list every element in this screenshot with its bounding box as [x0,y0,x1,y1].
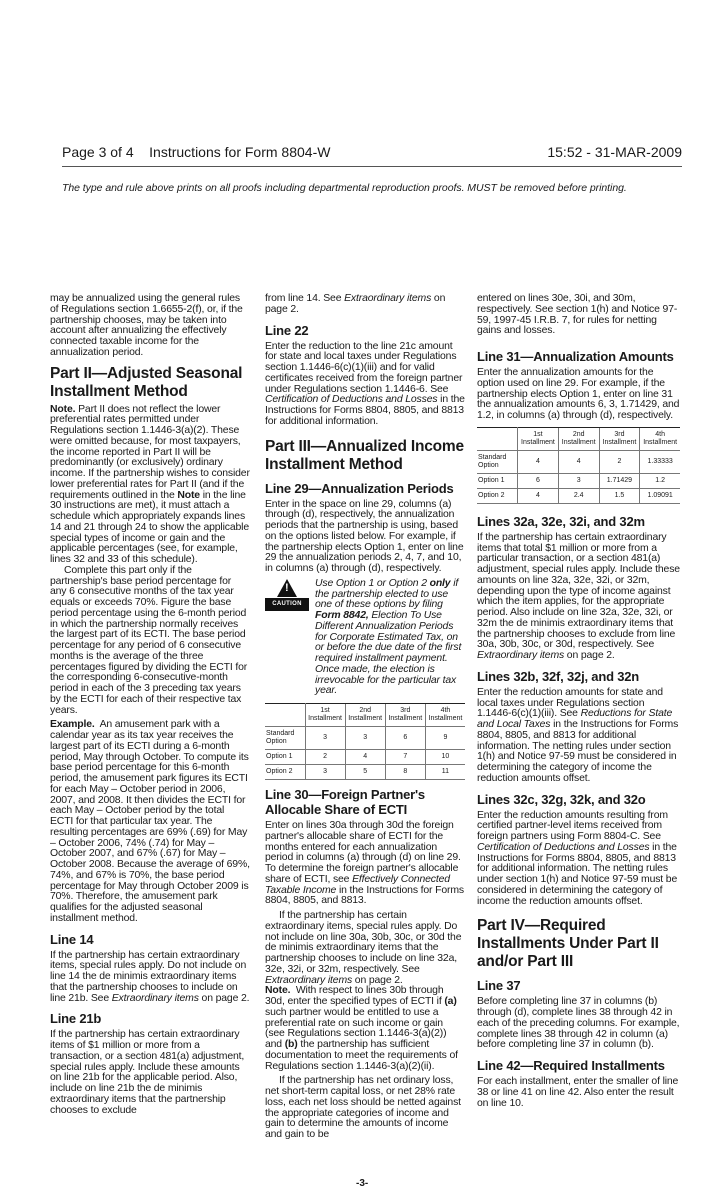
table-row [477,450,680,473]
table-row [265,765,465,780]
heading-line-42: Line 42—Required Installments [477,1058,665,1073]
text: the partnership has sufficient documentation to meet the requirements of Regulations section 1.1446-3(a)(2)(ii). [265,1039,458,1072]
paragraph: Enter in the space on line 29, columns (a) through (d), respectively, the annualization periods that the partnership is using, based on the options listed below. For example, if the partnership elects Option 1, enter on line 29 the annualization periods 2, 4, 7, and 10, in columns (a) through (d), respectively. [265,498,464,574]
text: Enter on lines 30a through 30d the foreign partner's allocable share of ECTI for the months entered for each annualization period in columns (a) through (d) on line 29. To determine the foreign partner's allocable share of ECTI, see [265,820,461,885]
heading-line-31: Line 31—Annualization Amounts [477,349,674,364]
heading-lines-32b: Lines 32b, 32f, 32j, and 32n [477,668,640,684]
table-cell: 3 [558,473,599,488]
heading-line-37: Line 37 [477,978,521,994]
table-row [265,750,465,765]
table-row [477,488,680,503]
paragraph: For each installment, enter the smaller of line 38 or line 41 on line 42. Also enter the result on line 10. [477,1076,679,1109]
example-label: Example. [50,719,95,731]
text: Enter the reduction amounts for state and local taxes under Regulations section 1.1446-6(c)(1)(iii). See [477,686,663,720]
table-header-cell: 1st Installment [518,427,559,450]
paragraph [477,811,680,908]
table-cell: 4 [518,450,559,473]
ref: Extraordinary items [344,293,432,304]
table-header-cell: 2nd Installment [558,427,599,450]
ref: Certification of Deductions and Losses [477,841,650,853]
paragraph-note [50,405,250,566]
table-cell: 1.71429 [599,473,640,488]
text: if the partnership elected to use one of these options by filing [315,577,459,611]
row-label: Standard Option [477,450,518,473]
heading-line-22: Line 22 [265,322,309,338]
table-cell: 1.33333 [640,450,680,473]
text: An amusement park with a calendar year as its tax year receives the largest part of its ECTI during a 6-month period, May through October. To compute its base period percentage for this 6-month period, the amusement park figures its ECTI for each May – October period in 2006, 2007, and 2008. It then divides the ECTI for each May – October period by the total ECTI for that particular tax year. The resulting percentages are 69% (.69) for May – October 2006, 74% (.74) for May – October 2007, and 67% (.67) for May – October 2008. Because the average of 69%, 74%, and 67% is 70%, the base period percentage for May through October 2009 is 70%. Therefore, the amusement park qualifies for the adjusted seasonal installment method. [50,719,253,924]
paragraph [477,688,680,785]
paragraph: entered on lines 30e, 30i, and 30m, respectively. See section 1(h) and Notice 97-59, 1997-45 I.R.B. 7, for rules for netting gains and losses. [477,293,678,337]
ref: Extraordinary items [111,992,199,1004]
paragraph: If the partnership has net ordinary loss, net short-term capital loss, or net 28% rate loss, each net loss should be netted against the appropriate categories of income and gain to determine the amounts of income and gain to be [265,1075,461,1140]
row-label: Option 1 [477,473,518,488]
paragraph [265,821,465,907]
column-1 [50,293,253,1116]
ref: Extraordinary items [477,650,565,661]
text: such partner would be entitled to use a preferential rate on such income or gain (see Regulations section 1.1446-3(a)(2)) and [265,1006,447,1050]
paragraph: If the partnership has certain extraordinary items of $1 million or more from a transaction, or a section 481(a) adjustment, special rules apply. Include these amounts on line 21b for the applicable period. Also, include on line 21b the de minimis extraordinary items that the partnership chooses to exclude [50,1029,245,1116]
note-label: Note. [50,403,76,415]
text: in the line 30 instructions are met), it must attach a schedule which appropriately expands lines 14 and 21 through 24 to show the applicable special types of income or gain and the applicable percentages (see, for example, lines 32 and 33 of this schedule). [50,489,249,565]
table-cell: 7 [385,750,425,765]
table-row [265,727,465,750]
paragraph: Complete this part only if the partnership's base period percentage for any 6 consecutive months of the tax year equals or exceeds 70%. Figure the base period percentage using the 6-month period in which the partnership normally receives the largest part of its ECTI. The base period percentage for any period of 6 consecutive months is the average of the three percentages figured by dividing the ECTI for the corresponding 6-consecutive-month period in each of the 3 preceding tax years by the ECTI for each of their respective tax years. [50,564,248,716]
text: from line 14. See [265,293,345,304]
table-cell: 2 [305,750,345,765]
table-corner [477,427,518,450]
table-cell: 11 [425,765,465,780]
paragraph: may be annualized using the general rules of Regulations section 1.6655-2(f), or, if the partnership chooses, may be taken into account after annualizing the effectively connected taxable income for the annualization period. [50,293,243,358]
row-label: Standard Option [265,727,305,750]
table-header-cell: 1st Installment [305,704,345,727]
paragraph-note [265,986,465,1072]
table-cell: 10 [425,750,465,765]
paragraph [477,533,680,662]
table-cell: 1.5 [599,488,640,503]
heading-line-21b: Line 21b [50,1011,102,1027]
note-label: Note. [265,985,291,997]
table-header-cell: 3rd Installment [385,704,425,727]
table-corner [265,704,305,727]
ref: Certification of Deductions and Losses [265,394,438,406]
annualization-amounts-table [477,427,680,504]
table-cell: 1.09091 [640,488,680,503]
table-header-cell: 3rd Installment [599,427,640,450]
row-label: Option 1 [265,750,305,765]
paragraph [265,294,465,316]
note-ref: Note [177,489,200,501]
heading-lines-32c: Lines 32c, 32g, 32k, and 32o [477,791,646,807]
paragraph: Before completing line 37 in columns (b) through (d), complete lines 38 through 42 in each of the preceding columns. For example, complete lines 38 through 42 in column (a) before completing line 37 in column (b). [477,996,680,1051]
text: only [429,577,451,589]
section-heading-part-iv: Part IV—Required Installments Under Part II and/or Part III [477,917,659,971]
page-header [62,142,682,167]
text: on page 2. [198,992,250,1004]
text: in the Instructions for Forms 8804, 8805, and 8813 for additional information. The netting rules under section 1(h) and Notice 97-59 must be considered in determining the category of income the reduction amounts offset. [477,841,678,907]
row-label: Option 2 [265,765,305,780]
heading-line-29: Line 29—Annualization Periods [265,480,454,496]
table-cell: 1.2 [640,473,680,488]
table-cell: 4 [518,488,559,503]
text: Enter the reduction amounts resulting from certified partner-level items received from foreign partners using Form 8804-C. See [477,809,668,842]
text: If the partnership has certain extraordinary items, special rules apply. Do not include on line 30a, 30b, 30c, or 30d the de minimis extraordinary items that the partnership chooses to include on line 32a, 32e, 32i, or 32m, respectively. See [265,910,462,975]
heading-line-14: Line 14 [50,931,94,947]
text: (b) [284,1039,298,1050]
text: in the Instructions for Forms 8804, 8805, and 8813 for additional information. The netting rules under section 1(h) and Notice 97-59 must be considered in determining the category of income the reduction amounts offset. [477,719,679,784]
text: on page 2. [352,974,403,986]
table-cell: 6 [385,727,425,750]
table-header-row [477,427,680,450]
table-cell: 2 [599,450,640,473]
paragraph [265,342,465,428]
text: (a) [444,996,457,1007]
ref: Extraordinary items [265,974,353,986]
text: Part II does not reflect the lower preferential rates permitted under Regulations section 1.1446-3(a)(2). These were omitted because, for most taxpayers, the income reported in Part II will be predominantly (or exclusively) ordinary income. If the partnership wishes to consider lower preferential rates for Part II (and if the requirements outlined in the [50,403,250,501]
table-cell: 2.4 [558,488,599,503]
column-3 [477,294,680,1109]
section-heading-part-ii: Part II—Adjusted Seasonal Installment Method [50,364,243,400]
table-header-cell: 4th Installment [425,704,465,727]
table-header-cell: 2nd Installment [345,704,385,727]
caution-label: CAUTION [265,598,309,611]
table-cell: 9 [425,727,465,750]
table-cell: 3 [345,727,385,750]
table-header-cell: 4th Installment [640,427,680,450]
table-cell: 5 [345,765,385,780]
text: If the partnership has certain extraordinary items that total $1 million or more from a particular transaction, or a section 481(a) adjustment, special rules apply. Include these amounts on line 32a, 32e, 32i, or 32m, depending upon the type of income against which the item applies, for the appropriate period. Also include on line 32a, 32e, 32i, or 32m the de minimis extraordinary items that the partnership chooses to exclude from line 30a, 30b, 30c, or 30d, respectively. See [477,531,680,651]
ref: Effectively Connected Taxable Income [265,873,450,896]
caution-icon: ! CAUTION [265,579,309,611]
table-cell: 6 [518,473,559,488]
row-label: Option 2 [477,488,518,503]
table-cell: 4 [558,450,599,473]
paragraph: Enter the annualization amounts for the option used on line 29. For example, if the partnership elects Option 1, enter on line 31 the annualization amounts 6, 3, 1.71429, and 1.2, in columns (a) through (d), respectively. [477,367,680,421]
table-cell: 3 [305,727,345,750]
header-timestamp: 15:52 - 31-MAR-2009 [547,144,682,160]
annualization-periods-table [265,703,465,780]
text: If the partnership has certain extraordinary items, special rules apply. Do not include on line 14 the de minimis extraordinary items that the partnership chooses to include on line 21b. See [50,949,247,1004]
text: on page 2. [265,293,446,315]
text: With respect to lines 30b through 30d, enter the specified types of ECTI if [265,985,447,1007]
ref: Reductions for State and Local Taxes [477,708,673,730]
paragraph [50,951,250,1005]
table-cell: 3 [305,765,345,780]
paragraph [265,911,465,986]
column-2 [265,294,465,1141]
page-number: -3- [356,1178,369,1189]
heading-line-30: Line 30—Foreign Partner's Allocable Share of ECTI [265,787,425,817]
text: in the Instructions for Forms 8804, 8805, and 8813 for additional information. [265,394,465,427]
proof-notice: The type and rule above prints on all proofs including departmental reproduction proofs. MUST be removed before printing. [62,182,627,194]
text: Election To Use Different Annualization Periods for Corporate Estimated Tax, on or before the due date of the first required installment payment. Once made, the election is irrevocable for the particular tax year. [315,610,462,697]
table-cell: 8 [385,765,425,780]
text: Enter the reduction to the line 21c amount for state and local taxes under Regulations section 1.1446-6(c)(1)(iii) and for valid certificates received from the foreign partner under Regulations section 1.1446-6. See [265,340,463,395]
table-row [477,473,680,488]
paragraph-example [50,719,253,924]
text: Form 8842, [315,610,369,621]
heading-lines-32a: Lines 32a, 32e, 32i, and 32m [477,513,645,529]
text: on page 2. [564,650,615,661]
text: Use Option 1 or Option 2 [315,577,430,589]
text: in the Instructions for Forms 8804, 8805, and 8813. [265,884,464,907]
header-title: Page 3 of 4 Instructions for Form 8804-W [62,144,331,160]
table-header-row [265,704,465,727]
caution-box [265,579,465,697]
table-cell: 4 [345,750,385,765]
section-heading-part-iii: Part III—Annualized Income Installment Method [265,437,464,473]
